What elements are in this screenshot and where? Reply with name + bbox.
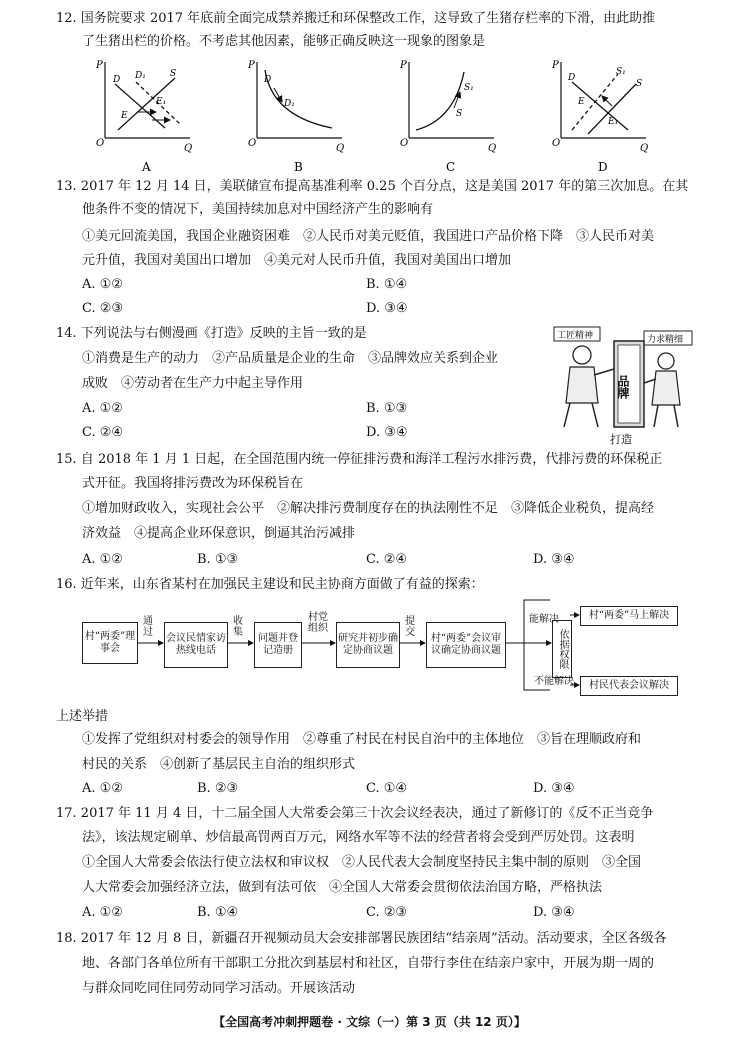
cartoon-tag-left: 工匠精神	[557, 331, 594, 341]
graph-d-p: P	[552, 60, 559, 71]
graph-c-q: Q	[488, 143, 497, 154]
q14-statement-line2: 成败 ④劳动者在生产力中起主导作用	[82, 376, 304, 391]
graph-a-e-label: E	[121, 111, 128, 121]
flow-box-review: 村“两委”会议审议确定协商议题	[426, 622, 506, 668]
q14-stem-line1: 14. 下列说法与右侧漫画《打造》反映的主旨一致的是	[56, 326, 367, 341]
q17-option-a[interactable]: A. ①②	[82, 905, 123, 920]
q16-statement-line2: 村民的关系 ④创新了基层民主自治的组织形式	[82, 757, 356, 772]
graph-d-e1-label: E₁	[608, 117, 619, 127]
q14-statement-line1: ①消费是生产的动力 ②产品质量是企业的生命 ③品牌效应关系到企业	[82, 351, 499, 366]
q16-option-b[interactable]: B. ②③	[197, 781, 239, 796]
q13-option-c[interactable]: C. ②③	[82, 301, 124, 316]
q15-stem-line1: 15. 自 2018 年 1 月 1 日起，在全国范围内统一停征排污费和海洋工程污水排污费，代排污费的环保税正	[56, 452, 663, 467]
q13-option-b[interactable]: B. ①④	[366, 277, 408, 292]
graph-c-o: O	[400, 138, 409, 149]
q12-stem-line2: 了生猪出栏的价格。不考虑其他因素，能够正确反映这一现象的图象是	[82, 34, 486, 49]
q16-option-a[interactable]: A. ①②	[82, 781, 123, 796]
graph-c-caption: C	[446, 160, 456, 174]
q15-option-a[interactable]: A. ①②	[82, 552, 123, 567]
cartoon-board-text: 品牌	[616, 375, 630, 399]
graph-b-o: O	[248, 138, 257, 149]
q17-statement-line1: ①全国人大常委会依法行使立法权和审议权 ②人民代表大会制度坚持民主集中制的原则 ③全国	[82, 855, 642, 870]
graph-b-q: Q	[336, 143, 345, 154]
graph-d-s1-label: S₁	[616, 67, 626, 77]
q16-option-c[interactable]: C. ①④	[366, 781, 408, 796]
q13-option-a[interactable]: A. ①②	[82, 277, 123, 292]
flow-arrow-label-2: 收集	[233, 616, 243, 638]
graph-c-s-label: S	[456, 109, 463, 119]
q17-option-d[interactable]: D. ③④	[533, 905, 575, 920]
cartoon-worker-right-head	[658, 353, 674, 369]
cartoon-worker-left-head	[573, 346, 591, 364]
q16-stem-line1: 16. 近年来，山东省某村在加强民主建设和民主协商方面做了有益的探索：	[56, 577, 484, 592]
graph-a-s-line	[118, 78, 175, 130]
flow-box-villager-meeting: 村民代表会议解决	[580, 676, 678, 696]
flow-bottom-label: 不能解决	[534, 676, 574, 687]
graph-b-p: P	[248, 60, 255, 71]
flow-arrow-label-3: 村党组织	[308, 612, 328, 634]
q15-option-c[interactable]: C. ②④	[366, 552, 408, 567]
q15-option-b[interactable]: B. ①③	[197, 552, 239, 567]
graph-d	[551, 60, 648, 174]
flow-arrows	[80, 598, 700, 698]
graph-a-s-label: S	[170, 69, 177, 79]
flow-box-committee: 村“两委”理事会	[82, 622, 138, 664]
q14-option-d[interactable]: D. ③④	[366, 425, 408, 440]
q16-statement-line1: ①发挥了党组织对村委会的领导作用 ②尊重了村民在村民自治中的主体地位 ③旨在理顺政府和	[82, 732, 642, 747]
flow-top-label: 能解决	[529, 614, 559, 625]
graph-a-caption: A	[142, 160, 151, 174]
graph-c-p: P	[400, 60, 407, 71]
q16-option-d[interactable]: D. ③④	[533, 781, 575, 796]
q14-option-a[interactable]: A. ①②	[82, 401, 123, 416]
graph-c-s1-label: S₁	[464, 83, 474, 93]
graph-d-e-label: E	[578, 97, 585, 107]
graph-a-o: O	[96, 138, 105, 149]
q18-stem-line1: 18. 2017 年 12 月 8 日，新疆召开视频动员大会安排部署民族团结“结亲周”活动。活动要求，全区各级各	[56, 931, 667, 946]
q16-stem-line2: 上述举措	[56, 709, 109, 724]
q15-stem-line2: 式开征。我国将排污费改为环保税旨在	[82, 476, 304, 491]
q15-statement-line2: 济效益 ④提高企业环保意识，倒逼其治污减排	[82, 526, 356, 541]
graph-a-d-label: D	[113, 75, 121, 85]
graph-d-s-label: S	[636, 79, 643, 89]
graph-b-curve	[265, 70, 332, 128]
graph-a-d1-label: D₁	[135, 71, 146, 81]
q14-option-b[interactable]: B. ①③	[366, 401, 408, 416]
graph-d-caption: D	[598, 160, 608, 174]
q17-option-b[interactable]: B. ①④	[197, 905, 239, 920]
flow-arrow-label-1: 通过	[143, 616, 153, 638]
q17-statement-line2: 人大常委会加强经济立法，做到有法可依 ④全国人大常委会贯彻依法治国方略，严格执法	[82, 880, 603, 895]
flow-box-authority: 依据权限	[552, 620, 572, 678]
flow-box-research: 研究并初步确定协商议题	[336, 622, 400, 668]
graph-a	[95, 60, 192, 174]
q15-statement-line1: ①增加财政收入，实现社会公平 ②解决排污费制度存在的执法刚性不足 ③降低企业税负，提高经	[82, 501, 655, 516]
q12-graphs	[80, 54, 660, 178]
q17-stem-line2: 法》，该法规定刷单、炒信最高罚两百万元，网络水军等不法的经营者将会受到严厉处罚。这表明	[82, 830, 635, 845]
q13-stem-line2: 他条件不变的情况下，美国持续加息对中国经济产生的影响有	[82, 202, 434, 217]
cartoon-caption: 打造	[610, 433, 632, 446]
q14-option-c[interactable]: C. ②④	[82, 425, 124, 440]
graph-a-q: Q	[184, 143, 193, 154]
q18-stem-line2: 地、各部门各单位所有干部职工分批次到基层村和社区，自带行李住在结亲户家中，开展为期一周的	[82, 956, 655, 971]
q13-statement-line2: 元升值，我国对美国出口增加 ④美元对人民币升值，我国对美国出口增加	[82, 253, 512, 268]
q16-flowchart	[80, 598, 700, 698]
flow-box-channels: 会议民情家访热线电话	[164, 622, 228, 668]
graph-b-caption: B	[294, 160, 303, 174]
q13-statement-line1: ①美元回流美国，我国企业融资困难 ②人民币对美元贬值，我国进口产品价格下降 ③人民币对美	[82, 229, 655, 244]
graph-a-p: P	[96, 60, 103, 71]
q15-option-d[interactable]: D. ③④	[533, 552, 575, 567]
flow-box-register: 问题并登记造册	[254, 622, 302, 668]
graph-b-d-label: D	[264, 75, 272, 85]
q18-stem-line3: 与群众同吃同住同劳动同学习活动。开展该活动	[82, 981, 356, 996]
graph-d-d-label: D	[568, 73, 576, 83]
q14-cartoon	[548, 323, 696, 447]
q17-stem-line1: 17. 2017 年 11 月 4 日，十二届全国人大常委会第三十次会议经表决，通过了新修订的《反不正当竞争	[56, 806, 654, 821]
graph-d-o: O	[552, 138, 561, 149]
q17-option-c[interactable]: C. ②③	[366, 905, 408, 920]
flow-box-solve-now: 村“两委”马上解决	[580, 606, 678, 626]
graph-b	[247, 60, 344, 174]
q12-stem-line1: 12. 国务院要求 2017 年底前全面完成禁养搬迁和环保整改工作，这导致了生猪存栏率的下滑，由此助推	[56, 11, 656, 26]
graph-b-d1-label: D₁	[284, 99, 295, 109]
graph-a-e1-label: E₁	[156, 97, 167, 107]
q13-stem-line1: 13. 2017 年 12 月 14 日，美联储宣布提高基准利率 0.25 个百分点，这是美国 2017 年的第三次加息。在其	[56, 179, 689, 194]
flow-arrow-label-4: 提交	[405, 616, 415, 638]
graph-d-q: Q	[640, 143, 649, 154]
graph-c	[399, 60, 496, 174]
cartoon-tag-right: 力求精细	[647, 335, 684, 345]
page-footer: 【全国高考冲刺押题卷 · 文综（一）第 3 页（共 12 页）】	[213, 1015, 526, 1029]
q13-option-d[interactable]: D. ③④	[366, 301, 408, 316]
